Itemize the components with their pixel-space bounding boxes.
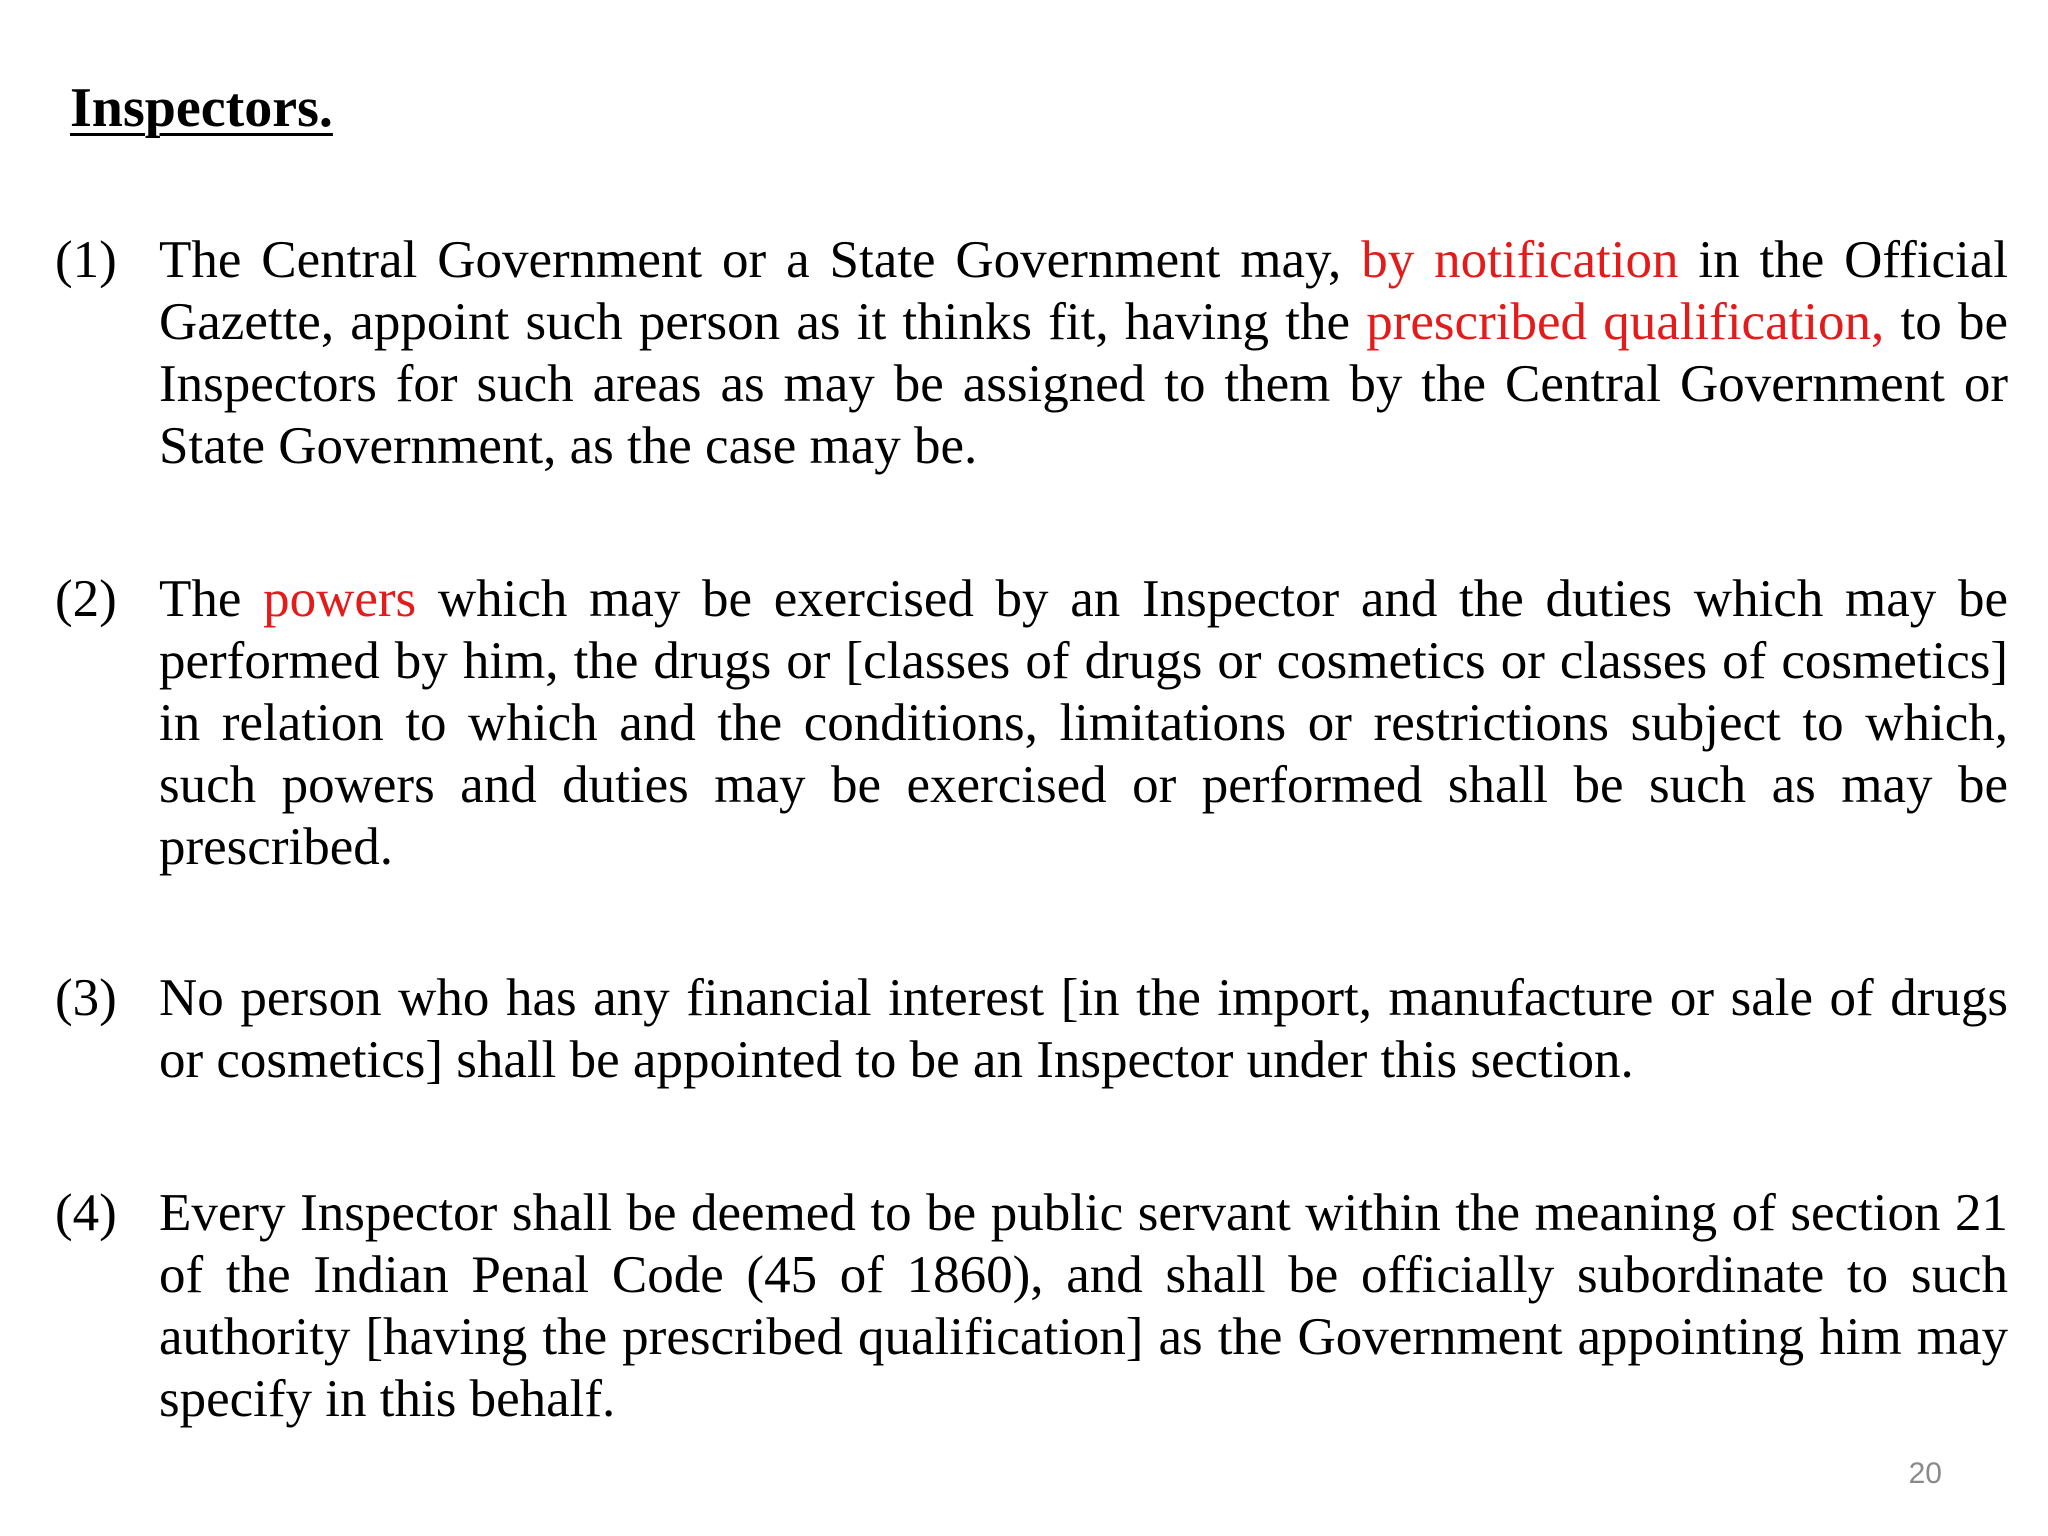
paragraph-number: (2) bbox=[55, 570, 117, 628]
paragraph-text bbox=[159, 568, 2008, 878]
paragraph-text: Every Inspector shall be deemed to be public servant within the meaning of section 21 of the Indian Penal Code (45 of 1860), and shall be officially subordinate to such authority [having the prescribed qualification] as the Government appointing him may specify in this behalf. bbox=[159, 1184, 2008, 1428]
highlighted-text: by notification bbox=[1361, 231, 1679, 289]
highlighted-text: prescribed qualification, bbox=[1366, 293, 1885, 351]
paragraph-2 bbox=[55, 568, 2010, 878]
paragraph-1 bbox=[55, 229, 2010, 477]
text-segment: which may be exercised by an Inspector and the duties which may be performed by him, the drugs or [classes of drugs or cosmetics or classes of cosmetics] in relation to which and the conditions, limitations or restrictions subject to which, such powers and duties may be exercised or performed shall be such as may be prescribed. bbox=[159, 570, 2008, 876]
paragraph-text bbox=[159, 229, 2008, 477]
slide-title: Inspectors. bbox=[70, 77, 333, 139]
text-segment: to be Inspectors for such areas as may be assigned to them by the Central Government or State Government, as the case may be. bbox=[159, 293, 2008, 475]
paragraph-number: (4) bbox=[55, 1184, 117, 1242]
page-number: 20 bbox=[1908, 1457, 1942, 1490]
highlighted-text: powers bbox=[263, 570, 417, 628]
paragraph-number: (1) bbox=[55, 231, 117, 289]
text-segment: The Central Government or a State Government may, bbox=[159, 231, 1362, 289]
paragraph-3 bbox=[55, 967, 2010, 1091]
text-segment: The bbox=[159, 570, 264, 628]
paragraph-text: No person who has any financial interest [in the import, manufacture or sale of drugs or cosmetics] shall be appointed to be an Inspector under this section. bbox=[159, 969, 2008, 1089]
text-segment: in the Official Gazette, appoint such person as it thinks fit, having the bbox=[159, 231, 2008, 351]
paragraph-4 bbox=[55, 1182, 2010, 1430]
paragraph-number: (3) bbox=[55, 969, 117, 1027]
